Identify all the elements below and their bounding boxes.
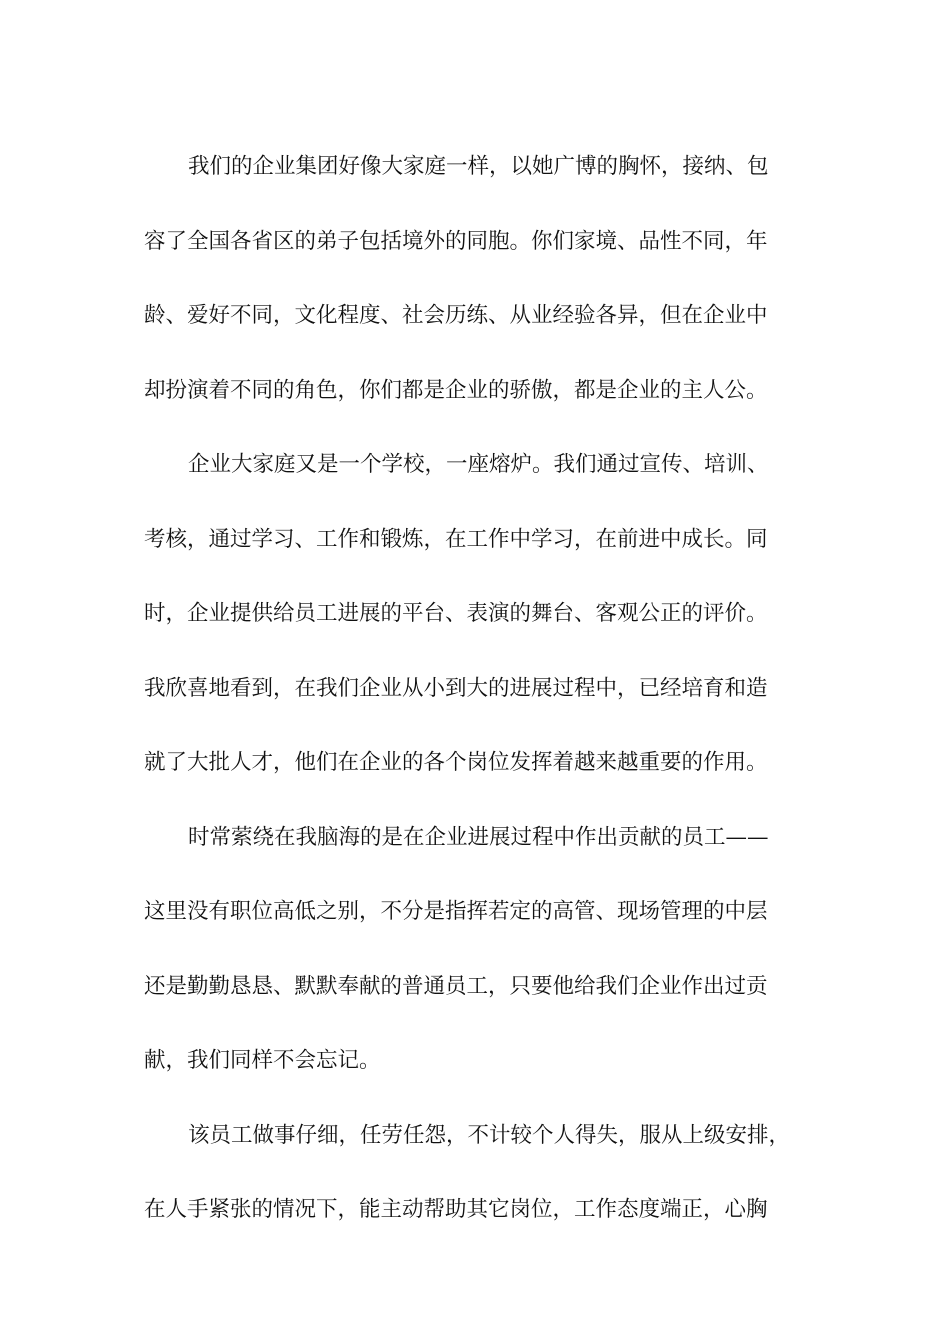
text-line: 时，企业提供给员工进展的平台、表演的舞台、客观公正的评价。 [144,601,768,626]
body-text [144,130,816,1248]
text-line: 考核，通过学习、工作和锻炼，在工作中学习，在前进中成长。同 [144,526,768,552]
text-line: 在人手紧张的情况下，能主动帮助其它岗位，工作态度端正，心胸 [144,1197,768,1222]
text-line: 就了大批人才，他们在企业的各个岗位发挥着越来越重要的作用。 [144,750,768,775]
text-line: 我们的企业集团好像大家庭一样，以她广博的胸怀，接纳、包 [188,154,769,179]
paragraph-1 [144,130,816,428]
text-line: 企业大家庭又是一个学校，一座熔炉。我们通过宣传、培训、 [188,452,769,477]
text-line: 我欣喜地看到，在我们企业从小到大的进展过程中，已经培育和造 [144,675,768,701]
paragraph-4 [144,1099,816,1248]
text-line: 却扮演着不同的角色，你们都是企业的骄傲，都是企业的主人公。 [144,377,768,403]
paragraph-2 [144,428,816,801]
text-line: 时常萦绕在我脑海的是在企业进展过程中作出贡献的员工—— [188,824,769,850]
text-line: 献，我们同样不会忘记。 [144,1048,381,1073]
text-line: 还是勤勤恳恳、默默奉献的普通员工，只要他给我们企业作出过贡 [144,973,768,999]
text-line: 容了全国各省区的弟子包括境外的同胞。你们家境、品性不同，年 [144,228,768,254]
text-line: 这里没有职位高低之别，不分是指挥若定的高管、现场管理的中层 [144,899,768,924]
text-line: 龄、爱好不同，文化程度、社会历练、从业经验各异，但在企业中 [144,303,768,328]
text-line: 该员工做事仔细，任劳任怨，不计较个人得失，服从上级安排， [188,1122,791,1148]
paragraph-3 [144,801,816,1099]
